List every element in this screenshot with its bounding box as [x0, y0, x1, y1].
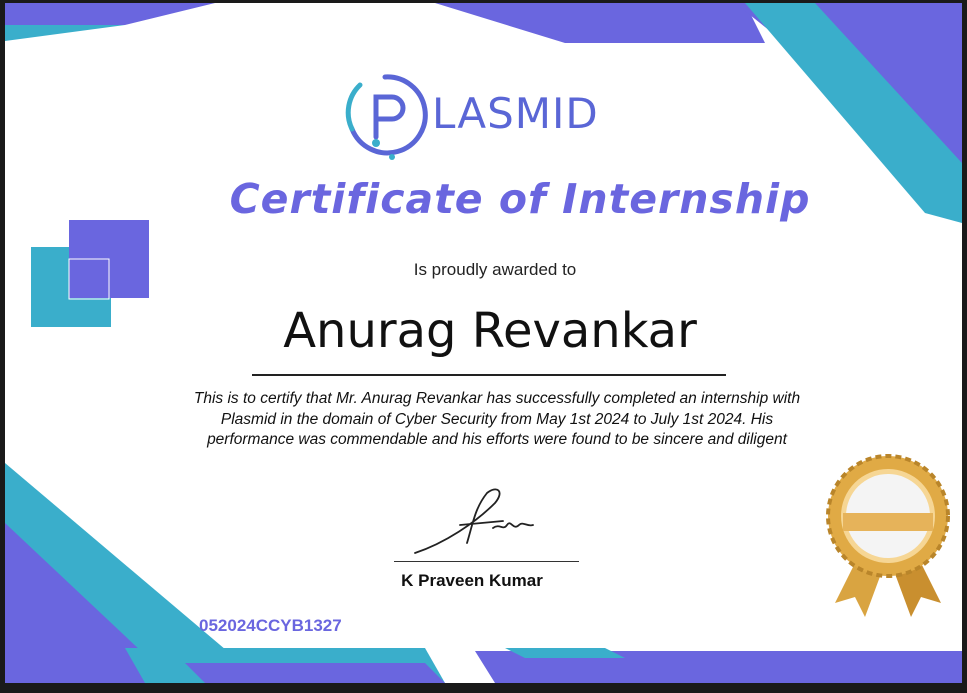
- certificate-body: This is to certify that Mr. Anurag Revankar has successfully completed an internship with Plasmid in the domain of Cyber Security from May 1st 2024 to July 1st 2024. His performance was commendable and his efforts were found to be sincere and diligent: [193, 390, 801, 448]
- plasmid-logo: [340, 67, 630, 162]
- certificate-title: Certificate of Internship: [229, 175, 811, 223]
- certificate-id: 052024CCYB1327: [199, 616, 342, 635]
- recipient-name: Anurag Revankar: [283, 303, 697, 359]
- top-purple-band: [435, 3, 765, 43]
- signature-line: [394, 561, 579, 562]
- award-seal-icon: [823, 451, 953, 621]
- logo-wordmark: LASMID: [432, 89, 599, 138]
- top-left-purple-band: [5, 3, 215, 25]
- name-underline: [252, 374, 726, 376]
- logo-mark: [340, 67, 430, 162]
- signatory-name: K Praveen Kumar: [401, 571, 543, 590]
- bottom-purple-band: [185, 663, 445, 683]
- bottom-right-teal-band: [505, 648, 625, 658]
- certificate-page: [5, 3, 962, 683]
- awarded-line: Is proudly awarded to: [413, 260, 577, 279]
- signature-drawing: [415, 489, 533, 553]
- top-left-teal-band: [5, 25, 125, 41]
- seal-banner: [843, 513, 933, 531]
